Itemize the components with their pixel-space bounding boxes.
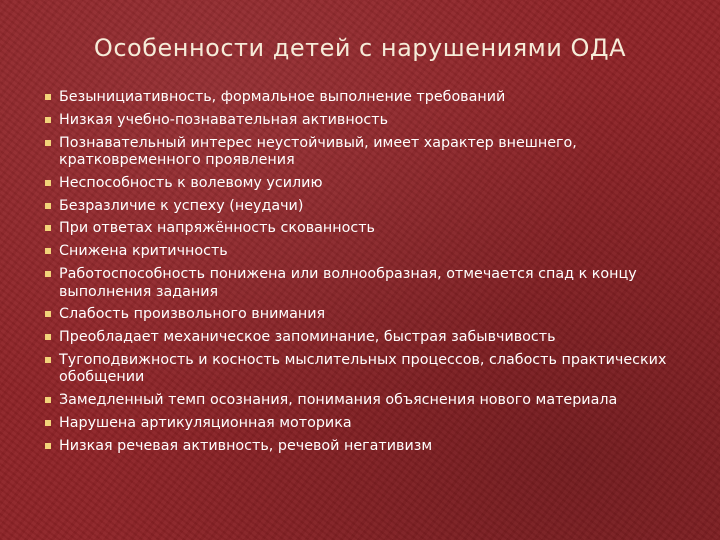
square-bullet-icon — [45, 117, 51, 123]
bullet-item — [44, 112, 684, 130]
bullet-text: Слабость произвольного внимания — [59, 306, 326, 323]
bullet-item — [44, 243, 684, 261]
bullet-text: Низкая учебно-познавательная активность — [59, 111, 389, 128]
bullet-list — [44, 89, 684, 461]
bullet-text: Познавательный интерес неустойчивый, имеет характер внешнего, кратковременного проявления — [59, 134, 577, 169]
square-bullet-icon — [45, 334, 51, 340]
bullet-item — [44, 352, 684, 387]
bullet-item — [44, 329, 684, 347]
square-bullet-icon — [45, 357, 51, 363]
square-bullet-icon — [45, 420, 51, 426]
square-bullet-icon — [45, 203, 51, 209]
bullet-item — [44, 175, 684, 193]
bullet-item — [44, 89, 684, 107]
bullet-text: Неспособность к волевому усилию — [59, 174, 323, 191]
bullet-text: Безынициативность, формальное выполнение требований — [59, 89, 506, 105]
square-bullet-icon — [45, 397, 51, 403]
square-bullet-icon — [45, 271, 51, 277]
square-bullet-icon — [45, 225, 51, 231]
bullet-item — [44, 198, 684, 216]
bullet-item — [44, 220, 684, 238]
bullet-text: Замедленный темп осознания, понимания объяснения нового материала — [59, 392, 618, 409]
square-bullet-icon — [45, 248, 51, 254]
bullet-text: Преобладает механическое запоминание, быстрая забывчивость — [59, 329, 556, 346]
bullet-item — [44, 306, 684, 324]
bullet-item — [44, 392, 684, 410]
square-bullet-icon — [45, 311, 51, 317]
square-bullet-icon — [45, 443, 51, 449]
bullet-text: Тугоподвижность и косность мыслительных процессов, слабость практических обобщении — [59, 351, 667, 386]
bullet-text: Безразличие к успеху (неудачи) — [59, 197, 304, 214]
slide-title: Особенности детей с нарушениями ОДА — [93, 34, 627, 62]
bullet-item — [44, 135, 684, 170]
bullet-text: Нарушена артикуляционная моторика — [59, 415, 352, 432]
bullet-item — [44, 266, 684, 301]
square-bullet-icon — [45, 94, 51, 100]
square-bullet-icon — [45, 180, 51, 186]
bullet-text: Снижена критичность — [59, 243, 228, 260]
bullet-item — [44, 438, 684, 456]
bullet-text: Низкая речевая активность, речевой негативизм — [59, 437, 433, 454]
square-bullet-icon — [45, 140, 51, 146]
bullet-item — [44, 415, 684, 433]
bullet-text: Работоспособность понижена или волнообразная, отмечается спад к концу выполнения задания — [59, 266, 637, 300]
bullet-text: При ответах напряжённость скованность — [59, 220, 375, 237]
